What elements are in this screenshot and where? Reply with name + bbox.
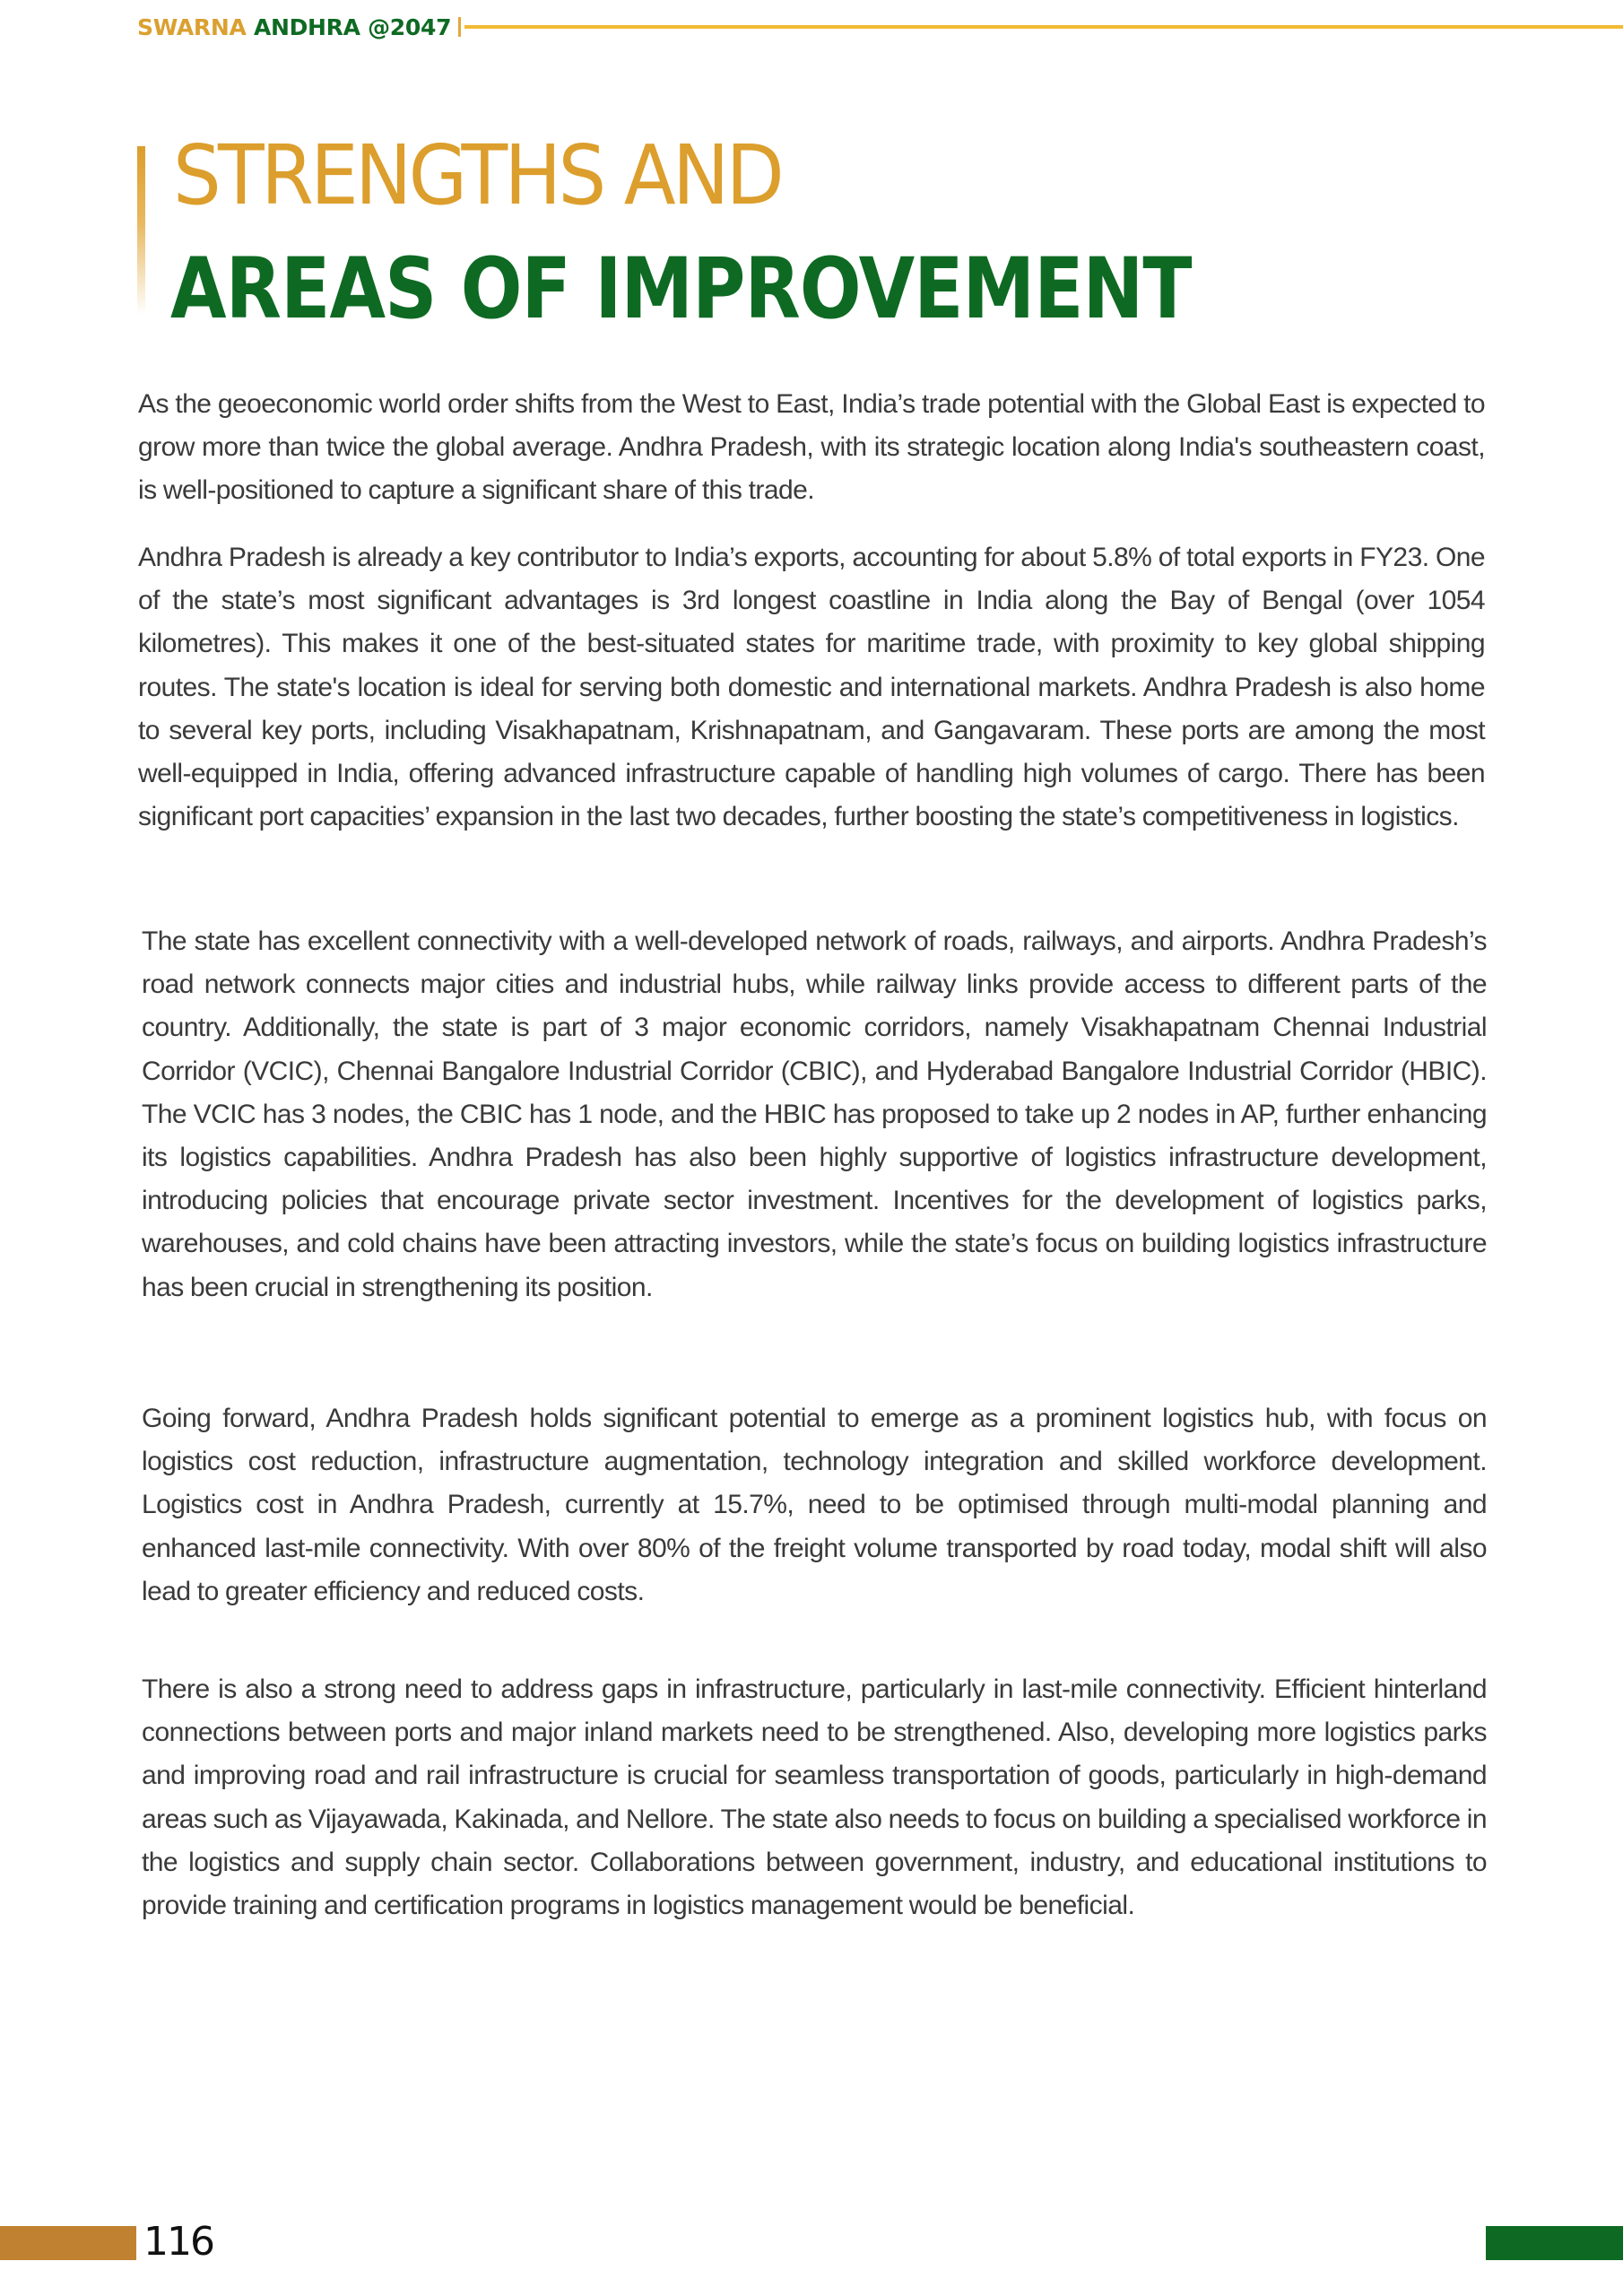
body-paragraph-2: Andhra Pradesh is already a key contributor to India’s exports, accounting for about 5.8% of total exports in FY23. One of the state’s most significant advantages is 3rd longest coastline in India along the Bay of Bengal (over 1054 kilometres). This makes it one of the best-situated states for maritime trade, with proximity to key global shipping routes. The state's location is ideal for serving both domestic and international markets. Andhra Pradesh is also home to several key ports, including Visakhapatnam, Krishnapatnam, and Gangavaram. These ports are among the most well-equipped in India, offering advanced infrastructure capable of handling high volumes of cargo. There has been significant port capacities’ expansion in the last two decades, further boosting the state’s competitiveness in logistics.: [138, 543, 1485, 832]
publication-brand: [137, 14, 451, 40]
brand-word-swarna: SWARNA: [137, 13, 247, 40]
header-rule-line: [464, 25, 1623, 29]
footer-accent-bar-left: [0, 2226, 136, 2260]
title-line-strengths: STRENGTHS AND: [173, 127, 782, 223]
title-line-areas-of-improvement: AREAS OF IMPROVEMENT: [170, 240, 1192, 338]
body-paragraph-5: There is also a strong need to address gaps in infrastructure, particularly in last-mile connectivity. Efficient hinterland connections between ports and major inland markets need to be strengthened. Also, developing more logistics parks and improving road and rail infrastructure is crucial for seamless transportation of goods, particularly in high-demand areas such as Vijayawada, Kakinada, and Nellore. The state also needs to focus on building a specialised workforce in the logistics and supply chain sector. Collaborations between government, industry, and educational institutions to provide training and certification programs in logistics management would be beneficial.: [142, 1674, 1487, 1921]
body-paragraph-4: Going forward, Andhra Pradesh holds significant potential to emerge as a prominent logistics hub, with focus on logistics cost reduction, infrastructure augmentation, technology integration and skilled workforce development. Logistics cost in Andhra Pradesh, currently at 15.7%, need to be optimised through multi-modal planning and enhanced last-mile connectivity. With over 80% of the freight volume transported by road today, modal shift will also lead to greater efficiency and reduced costs.: [142, 1404, 1487, 1606]
body-paragraph-1: As the geoeconomic world order shifts from the West to East, India’s trade potential with the Global East is expected to grow more than twice the global average. Andhra Pradesh, with its strategic location along India's southeastern coast, is well-positioned to capture a significant share of this trade.: [138, 389, 1485, 506]
page-number: 116: [143, 2219, 213, 2265]
footer-accent-bar-right: [1486, 2226, 1623, 2260]
header-separator: [458, 17, 461, 37]
title-accent-bar: [137, 146, 145, 315]
running-header: [137, 11, 1623, 43]
body-paragraph-3: The state has excellent connectivity with a well-developed network of roads, railways, and airports. Andhra Pradesh’s road network connects major cities and industrial hubs, while railway links provide access to different parts of the country. Additionally, the state is part of 3 major economic corridors, namely Visakhapatnam Chennai Industrial Corridor (VCIC), Chennai Bangalore Industrial Corridor (CBIC), and Hyderabad Bangalore Industrial Corridor (HBIC). The VCIC has 3 nodes, the CBIC has 1 node, and the HBIC has proposed to take up 2 nodes in AP, further enhancing its logistics capabilities. Andhra Pradesh has also been highly supportive of logistics infrastructure development, introducing policies that encourage private sector investment. Incentives for the development of logistics parks, warehouses, and cold chains have been attracting investors, while the state’s focus on building logistics infrastructure has been crucial in strengthening its position.: [142, 926, 1487, 1302]
brand-word-andhra-2047: ANDHRA @2047: [253, 13, 452, 40]
